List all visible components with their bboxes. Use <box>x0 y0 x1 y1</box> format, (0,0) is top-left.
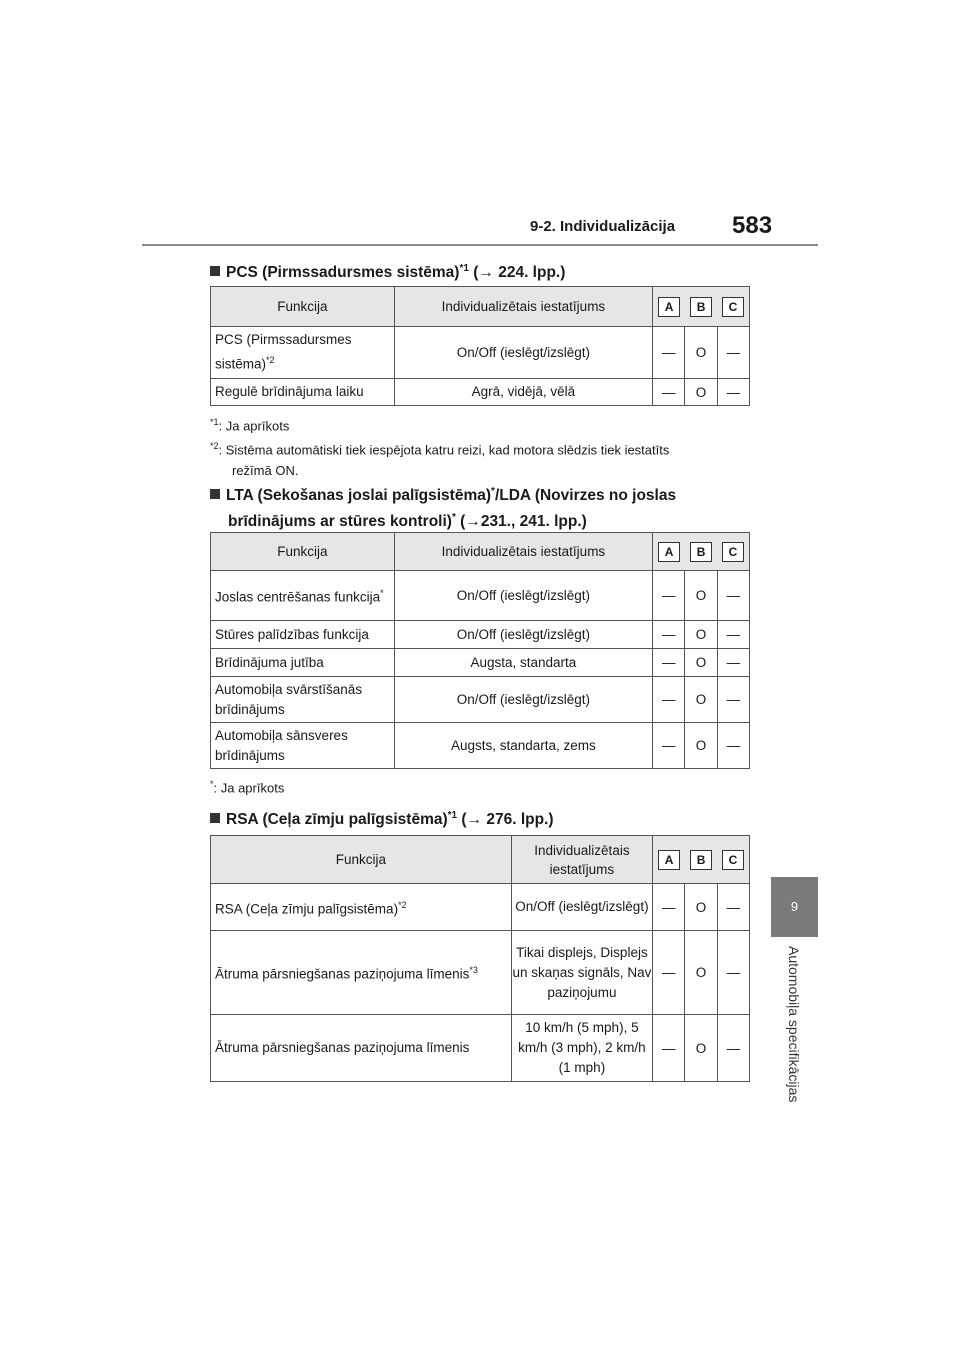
table-header-row <box>211 533 750 571</box>
table-row: Ātruma pārsniegšanas paziņojuma līmenis$^{*3}$ Tikai displejs, Displejs un skaņas signāls, Nav paziņojumu — O — <box>211 931 750 1015</box>
col-a-badge: A <box>658 850 680 870</box>
chapter-label: Automobiļa specifikācijas <box>786 946 802 1103</box>
table-row: Ātruma pārsniegšanas paziņojuma līmenis 10 km/h (5 mph), 5 km/h (3 mph), 2 km/h (1 mph) — O — <box>211 1015 750 1082</box>
col-abc <box>653 287 750 327</box>
pcs-title: PCS (Pirmssadursmes sistēma)$^{*1}$ (→ 224. lpp.) <box>210 258 565 284</box>
col-abc <box>653 836 750 884</box>
pcs-notes <box>210 412 669 481</box>
table-row: RSA (Ceļa zīmju palīgsistēma)$^{*2}$ On/Off (ieslēgt/izslēgt) — O — <box>211 884 750 931</box>
lta-notes <box>210 774 284 798</box>
table-header-row <box>211 287 750 327</box>
col-setting: Individualizētais iestatījums <box>511 836 652 884</box>
lta-table <box>210 532 750 769</box>
rsa-title: RSA (Ceļa zīmju palīgsistēma)$^{*1}$ (→ 276. lpp.) <box>210 805 554 831</box>
pcs-table <box>210 286 750 406</box>
footnote-continuation: režīmā ON. <box>232 462 299 478</box>
table-row: Joslas centrēšanas funkcija* On/Off (ieslēgt/izslēgt) — O — <box>211 571 750 621</box>
rsa-table <box>210 835 750 1082</box>
section-header: 9-2. Individualizācija <box>530 218 676 235</box>
col-function: Funkcija <box>211 287 395 327</box>
footnote: $^{*1}$: Ja aprīkots <box>210 417 290 434</box>
bullet-square-icon <box>210 813 220 823</box>
lta-title: LTA (Sekošanas joslai palīgsistēma)*/LDA (Novirzes no joslas brīdinājums ar stūres kontroli)* (→231., 241. lpp.) <box>210 481 676 533</box>
col-function: Funkcija <box>211 836 512 884</box>
page-number: 583 <box>732 212 773 239</box>
col-b-badge: B <box>690 297 712 317</box>
chapter-tab: 9 <box>771 877 818 937</box>
col-function: Funkcija <box>211 533 395 571</box>
col-setting: Individualizētais iestatījums <box>394 287 652 327</box>
table-row: Regulē brīdinājuma laiku Agrā, vidējā, vēlā — O — <box>211 379 750 406</box>
table-header-row <box>211 836 750 884</box>
table-row: Brīdinājuma jutība Augsta, standarta — O — <box>211 649 750 677</box>
col-c-badge: C <box>722 297 744 317</box>
table-row: Stūres palīdzības funkcija On/Off (ieslēgt/izslēgt) — O — <box>211 621 750 649</box>
table-row: Automobiļa sānsveres brīdinājums Augsts, standarta, zems — O — <box>211 723 750 769</box>
col-b-badge: B <box>690 542 712 562</box>
header-divider <box>142 244 818 246</box>
col-setting: Individualizētais iestatījums <box>394 533 652 571</box>
table-row: Automobiļa svārstīšanās brīdinājums On/Off (ieslēgt/izslēgt) — O — <box>211 677 750 723</box>
footnote: $^{*2}$: Sistēma automātiski tiek iespējota katru reizi, kad motora slēdzis tiek iestatīts <box>210 441 670 458</box>
col-c-badge: C <box>722 542 744 562</box>
bullet-square-icon <box>210 489 220 499</box>
chapter-side-label <box>772 946 816 1126</box>
col-b-badge: B <box>690 850 712 870</box>
col-c-badge: C <box>722 850 744 870</box>
col-abc <box>653 533 750 571</box>
table-row: PCS (Pirmssadursmes sistēma)$^{*2}$ On/Off (ieslēgt/izslēgt) — O — <box>211 327 750 379</box>
bullet-square-icon <box>210 266 220 276</box>
footnote: *: Ja aprīkots <box>210 779 285 796</box>
col-a-badge: A <box>658 297 680 317</box>
col-a-badge: A <box>658 542 680 562</box>
